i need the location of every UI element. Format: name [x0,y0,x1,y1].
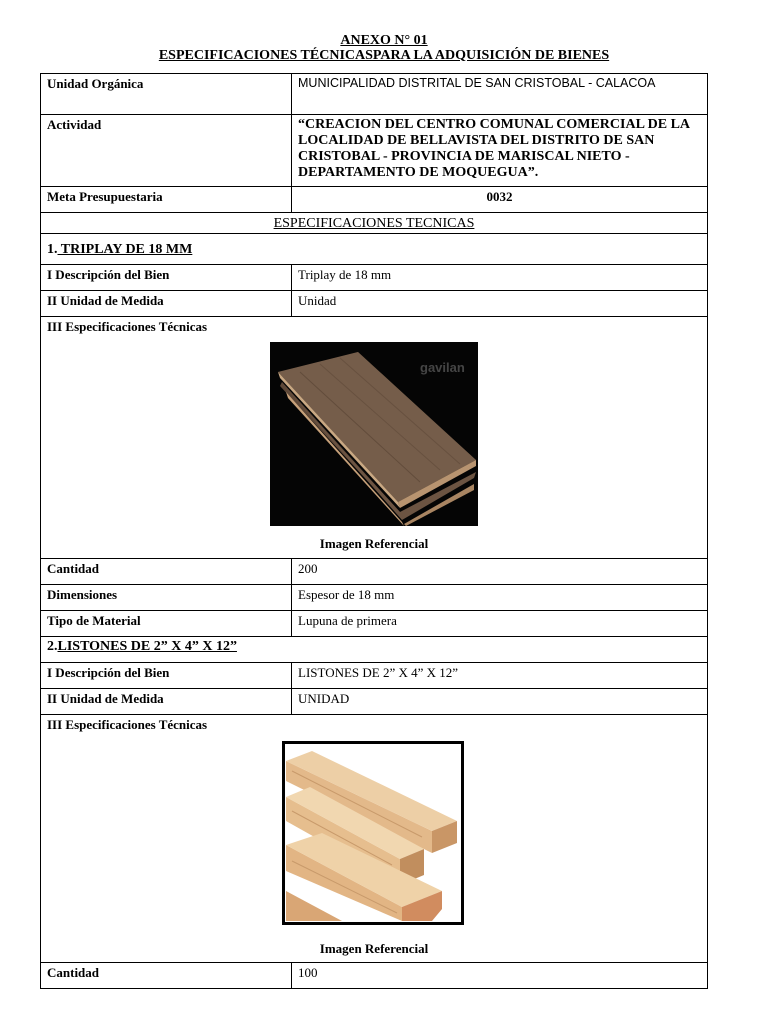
meta-value: 0032 [292,187,708,213]
item-1-desc-value: Triplay de 18 mm [292,265,708,291]
item-1-number: 1. [47,241,58,257]
item-2-number: 2. [47,639,58,654]
item-1-desc-label: I Descripción del Bien [41,265,292,291]
item-1-dim-value: Espesor de 18 mm [292,585,708,611]
item-1-unit-value: Unidad [292,291,708,317]
item-1-heading-row [41,234,708,265]
item-2-image-caption: Imagen Referencial [319,941,429,956]
item-1-dim-label: Dimensiones [41,585,292,611]
item-2-unit-value: UNIDAD [292,689,708,715]
item-1-spec-cell [41,317,708,559]
item-1-mat-row [41,611,708,637]
item-2-desc-row [41,663,708,689]
specifications-table [40,73,708,989]
item-1-unit-row [41,291,708,317]
annex-title: ANEXO N° 01 [340,33,428,48]
section-title: ESPECIFICACIONES TECNICAS [41,213,708,234]
item-2-qty-value: 100 [292,963,708,989]
item-1-heading [41,234,708,265]
row-actividad [41,115,708,187]
item-2-unit-row [41,689,708,715]
item-1-image-caption: Imagen Referencial [319,536,429,551]
item-1-dim-row [41,585,708,611]
item-1-spec-row [41,317,708,559]
row-meta [41,187,708,213]
row-section [41,213,708,234]
item-1-mat-label: Tipo de Material [41,611,292,637]
row-unidad [41,74,708,115]
unidad-label: Unidad Orgánica [41,74,292,115]
item-2-qty-row [41,963,708,989]
item-2-desc-label: I Descripción del Bien [41,663,292,689]
document-title: ESPECIFICACIONES TÉCNICASPARA LA ADQUISICIÓN DE BIENES [158,48,610,63]
actividad-value: “CREACION DEL CENTRO COMUNAL COMERCIAL DE LA LOCALIDAD DE BELLAVISTA DEL DISTRITO DE SAN CRISTOBAL - PROVINCIA DE MARISCAL NIETO - DEPARTAMENTO DE MOQUEGUA”. [292,115,708,187]
item-1-qty-row [41,559,708,585]
item-2-heading-row [41,637,708,663]
item-2-heading [41,637,708,663]
wood-slats-image [282,741,464,925]
plywood-image [270,342,478,526]
item-1-unit-label: II Unidad de Medida [41,291,292,317]
item-1-qty-label: Cantidad [41,559,292,585]
item-2-spec-label: III Especificaciones Técnicas [47,717,208,732]
item-2-desc-value: LISTONES DE 2” X 4” X 12” [292,663,708,689]
item-1-mat-value: Lupuna de primera [292,611,708,637]
item-1-title: TRIPLAY DE 18 MM [57,241,193,257]
item-1-spec-label: III Especificaciones Técnicas [47,319,208,334]
item-2-title: LISTONES DE 2” X 4” X 12” [57,639,237,654]
item-2-spec-row [41,715,708,963]
meta-label: Meta Presupuestaria [41,187,292,213]
item-1-desc-row [41,265,708,291]
item-2-qty-label: Cantidad [41,963,292,989]
item-2-unit-label: II Unidad de Medida [41,689,292,715]
unidad-value: MUNICIPALIDAD DISTRITAL DE SAN CRISTOBAL - CALACOA [292,74,708,115]
item-1-qty-value: 200 [292,559,708,585]
actividad-label: Actividad [41,115,292,187]
item-2-spec-cell [41,715,708,963]
plywood-watermark: gavilan [420,360,465,375]
